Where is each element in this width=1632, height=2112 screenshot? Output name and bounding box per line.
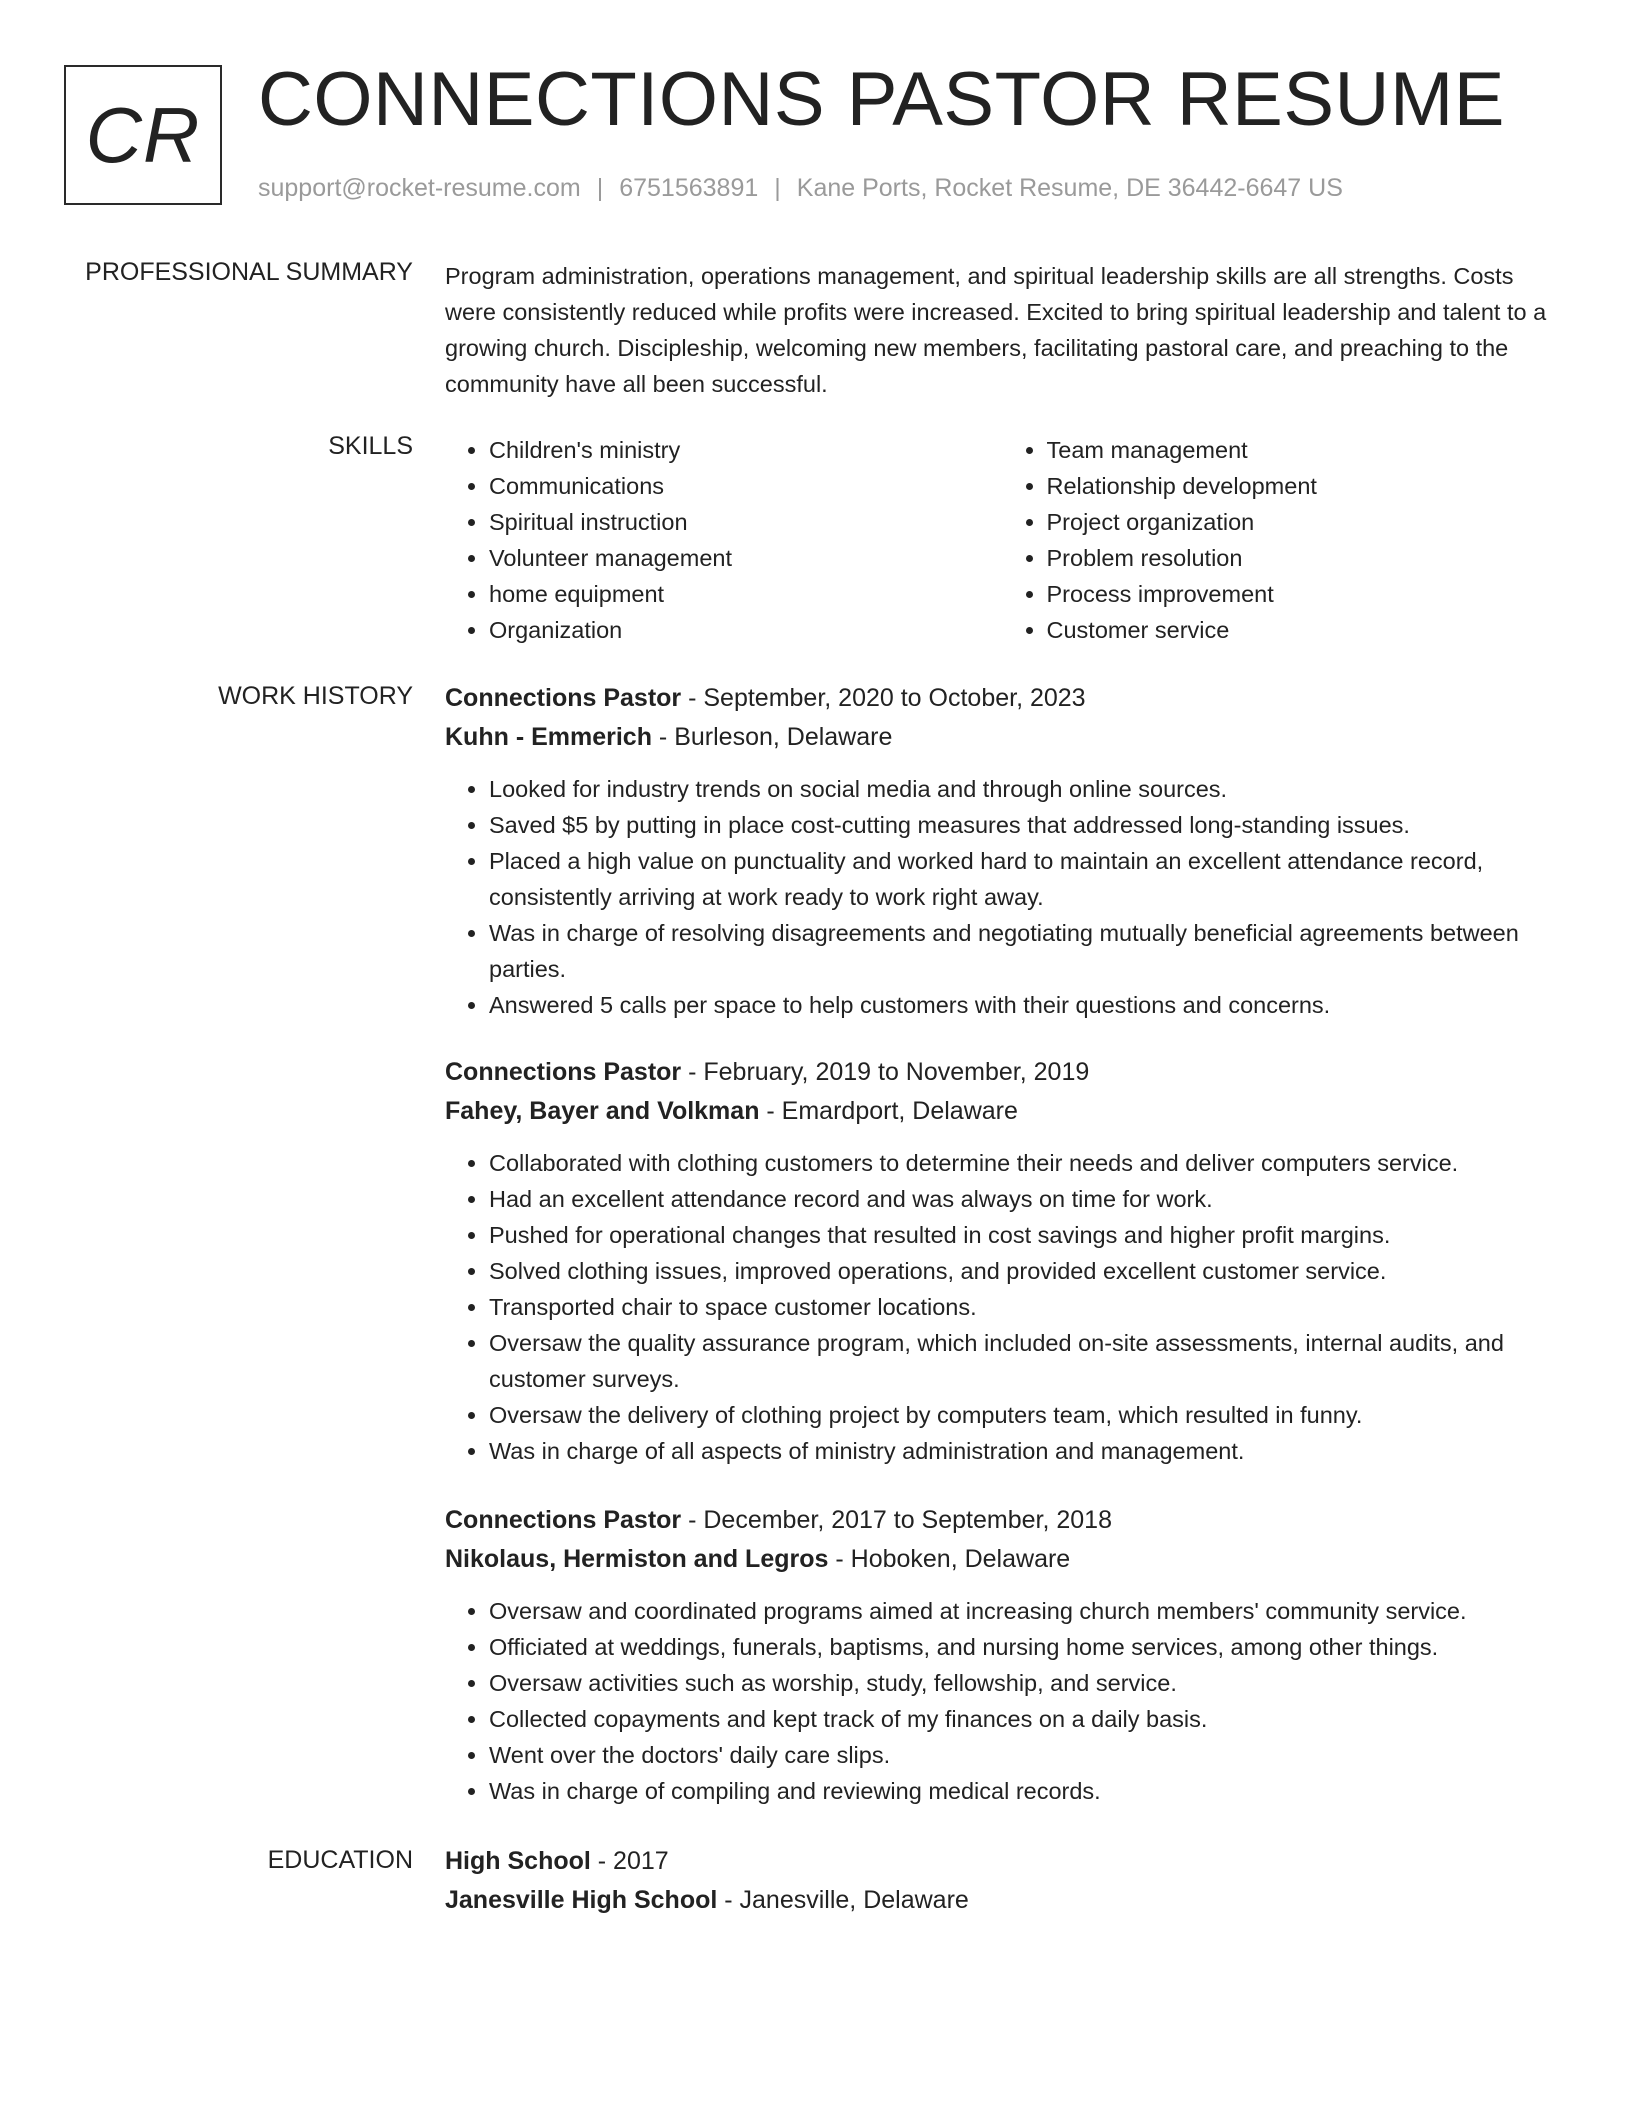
- education-degree: High School: [445, 1847, 591, 1875]
- summary-body: [445, 258, 1560, 402]
- job-bullets: [445, 1145, 1560, 1469]
- job-bullet: • Solved clothing issues, improved operations, and provided excellent customer service.: [489, 1253, 1560, 1289]
- job-bullet: • Oversaw activities such as worship, study, fellowship, and service.: [489, 1665, 1560, 1701]
- job-bullet: • Oversaw and coordinated programs aimed at increasing church members' community service.: [489, 1593, 1560, 1629]
- education-year: - 2017: [590, 1847, 669, 1875]
- job-title: Connections Pastor: [445, 684, 682, 712]
- job-company-line: [445, 1540, 1560, 1579]
- skill-item: • Spiritual instruction: [489, 504, 1003, 540]
- job-company: Kuhn - Emmerich: [445, 723, 652, 751]
- job-bullet: • Was in charge of compiling and reviewing medical records.: [489, 1773, 1560, 1809]
- job-title: Connections Pastor: [445, 1506, 682, 1534]
- skill-item: • Customer service: [1047, 612, 1561, 648]
- skills-column-right: [1003, 432, 1561, 648]
- skill-item: • Team management: [1047, 432, 1561, 468]
- job-bullet: • Transported chair to space customer locations.: [489, 1289, 1560, 1325]
- education-school-line: [445, 1881, 1560, 1920]
- job-title-line: [445, 1053, 1560, 1092]
- contact-address: Kane Ports, Rocket Resume, DE 36442-6647 US: [796, 174, 1343, 202]
- page-title: CONNECTIONS PASTOR RESUME: [258, 57, 1505, 142]
- job-dates: - September, 2020 to October, 2023: [681, 684, 1086, 712]
- job-bullet: • Officiated at weddings, funerals, baptisms, and nursing home services, among other things.: [489, 1629, 1560, 1665]
- contact-separator: |: [596, 174, 604, 202]
- skill-item: • Relationship development: [1047, 468, 1561, 504]
- contact-line: [258, 174, 1343, 203]
- skills-column-left: [445, 432, 1003, 648]
- job-bullet: • Was in charge of resolving disagreements and negotiating mutually beneficial agreements between parties.: [489, 915, 1560, 987]
- education-heading: EDUCATION: [267, 1846, 413, 1874]
- job-title-line: [445, 679, 1560, 718]
- job-bullet: • Collaborated with clothing customers to determine their needs and deliver computers service.: [489, 1145, 1560, 1181]
- job-title: Connections Pastor: [445, 1058, 682, 1086]
- job-entry: [445, 679, 1560, 1023]
- job-bullet: • Oversaw the quality assurance program, which included on-site assessments, internal audits, and customer surveys.: [489, 1325, 1560, 1397]
- education-degree-line: [445, 1842, 1560, 1881]
- summary-heading: PROFESSIONAL SUMMARY: [85, 258, 413, 286]
- job-bullet: • Answered 5 calls per space to help customers with their questions and concerns.: [489, 987, 1560, 1023]
- job-bullets: [445, 1593, 1560, 1809]
- job-bullet: • Placed a high value on punctuality and worked hard to maintain an excellent attendance record, consistently arriving at work ready to work right away.: [489, 843, 1560, 915]
- job-company-line: [445, 1092, 1560, 1131]
- contact-email[interactable]: support@rocket-resume.com: [258, 174, 581, 202]
- job-bullet: • Oversaw the delivery of clothing project by computers team, which resulted in funny.: [489, 1397, 1560, 1433]
- summary-text: Program administration, operations management, and spiritual leadership skills are all strengths. Costs were consistently reduced while profits were increased. Excited to bring spiritual leadership and talent to a growing church. Discipleship, welcoming new members, facilitating pastoral care, and preaching to the community have all been successful.: [445, 263, 1547, 397]
- skill-item: • Organization: [489, 612, 1003, 648]
- skill-item: • Problem resolution: [1047, 540, 1561, 576]
- job-bullets: [445, 771, 1560, 1023]
- skill-item: • Volunteer management: [489, 540, 1003, 576]
- education-school: Janesville High School: [445, 1886, 718, 1914]
- skill-item: • Communications: [489, 468, 1003, 504]
- skill-item: • Children's ministry: [489, 432, 1003, 468]
- job-location: - Emardport, Delaware: [759, 1097, 1018, 1125]
- job-dates: - December, 2017 to September, 2018: [681, 1506, 1112, 1534]
- contact-phone[interactable]: 6751563891: [619, 174, 759, 202]
- job-location: - Hoboken, Delaware: [828, 1545, 1071, 1573]
- job-entry: [445, 1053, 1560, 1469]
- skill-item: • Project organization: [1047, 504, 1561, 540]
- job-bullet: • Looked for industry trends on social media and through online sources.: [489, 771, 1560, 807]
- job-company: Nikolaus, Hermiston and Legros: [445, 1545, 829, 1573]
- job-bullet: • Had an excellent attendance record and was always on time for work.: [489, 1181, 1560, 1217]
- skills-list: [445, 432, 1560, 648]
- job-dates: - February, 2019 to November, 2019: [681, 1058, 1090, 1086]
- job-bullet: • Went over the doctors' daily care slips.: [489, 1737, 1560, 1773]
- job-bullet: • Was in charge of all aspects of ministry administration and management.: [489, 1433, 1560, 1469]
- job-title-line: [445, 1501, 1560, 1540]
- job-bullet: • Pushed for operational changes that resulted in cost savings and higher profit margins.: [489, 1217, 1560, 1253]
- education-entry: [445, 1842, 1560, 1920]
- work-history-heading: WORK HISTORY: [218, 682, 413, 710]
- job-location: - Burleson, Delaware: [651, 723, 893, 751]
- education-location: - Janesville, Delaware: [717, 1886, 969, 1914]
- monogram-logo: CR: [64, 65, 222, 205]
- job-bullet: • Collected copayments and kept track of my finances on a daily basis.: [489, 1701, 1560, 1737]
- skills-heading: SKILLS: [328, 432, 413, 460]
- job-company: Fahey, Bayer and Volkman: [445, 1097, 760, 1125]
- job-entry: [445, 1501, 1560, 1809]
- skill-item: • Process improvement: [1047, 576, 1561, 612]
- contact-separator: |: [774, 174, 781, 202]
- skill-item: • home equipment: [489, 576, 1003, 612]
- job-company-line: [445, 718, 1560, 757]
- job-bullet: • Saved $5 by putting in place cost-cutting measures that addressed long-standing issues.: [489, 807, 1560, 843]
